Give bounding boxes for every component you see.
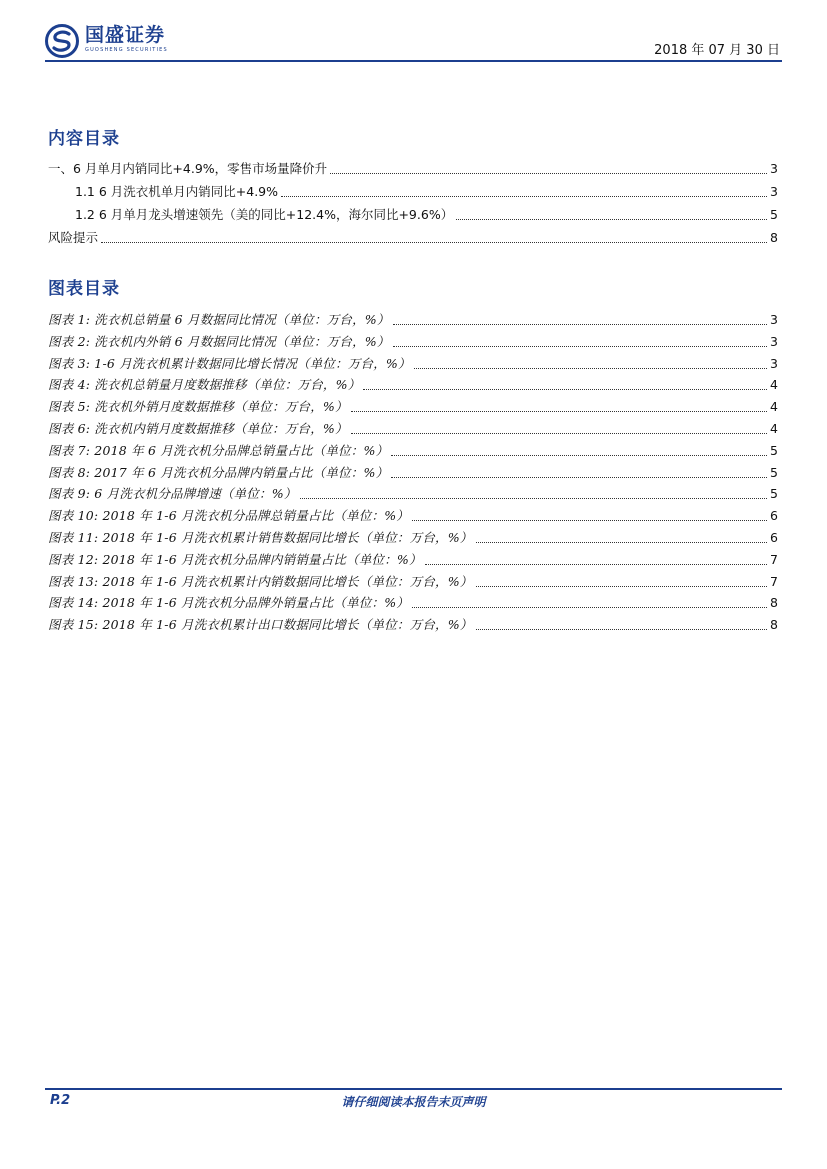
figure-entry[interactable] xyxy=(48,527,778,547)
leader-dots xyxy=(414,367,767,369)
leader-dots xyxy=(391,476,767,478)
toc-entry-text: 1.1 6 月洗衣机单月内销同比+4.9% xyxy=(75,184,279,199)
leader-dots xyxy=(425,563,767,565)
figure-entry-text: 图表 6: 洗衣机内销月度数据推移（单位：万台，%） xyxy=(48,421,348,436)
figure-entry-text: 图表 4: 洗衣机总销量月度数据推移（单位：万台，%） xyxy=(48,377,361,393)
toc-entry-page: 5 xyxy=(770,207,778,222)
leader-dots xyxy=(101,241,767,243)
figure-entry-page: 4 xyxy=(770,399,778,415)
figure-entry-page: 4 xyxy=(770,377,778,393)
figure-entry[interactable] xyxy=(48,331,778,351)
figure-entry[interactable] xyxy=(48,309,778,329)
leader-dots xyxy=(476,628,768,630)
logo-chinese-text: 国盛证券 xyxy=(85,24,166,46)
toc-entry[interactable] xyxy=(48,227,778,247)
figure-entry-text: 图表 3: 1-6 月洗衣机累计数据同比增长情况（单位：万台，%） xyxy=(48,355,411,371)
leader-dots xyxy=(391,454,767,456)
figure-entry-page: 5 xyxy=(770,486,778,502)
guosheng-logo-icon xyxy=(45,24,79,58)
figure-entry[interactable] xyxy=(48,571,778,591)
figure-entry-page: 5 xyxy=(770,442,778,458)
figure-entry-page: 7 xyxy=(770,551,778,567)
figure-entry-page: 3 xyxy=(770,333,778,349)
toc-entry[interactable] xyxy=(75,181,778,201)
figure-entry-text: 图表 1: 洗衣机总销量 6 月数据同比情况（单位：万台，%） xyxy=(48,312,390,327)
leader-dots xyxy=(476,541,768,543)
figure-entry[interactable] xyxy=(48,483,778,503)
footer-divider xyxy=(45,1088,782,1090)
figure-entry-text: 图表 15: 2018 年 1-6 月洗衣机累计出口数据同比增长（单位：万台，%） xyxy=(48,617,473,633)
toc-entry-text: 一、6 月单月内销同比+4.9%，零售市场量降价升 xyxy=(48,161,328,176)
leader-dots xyxy=(476,585,768,587)
figure-entry-text: 图表 14: 2018 年 1-6 月洗衣机分品牌外销量占比（单位：%） xyxy=(48,595,410,611)
figure-entry-page: 6 xyxy=(770,530,778,545)
figure-entry-page: 6 xyxy=(770,508,778,524)
header-divider xyxy=(45,60,782,62)
leader-dots xyxy=(412,519,767,521)
leader-dots xyxy=(412,606,767,608)
toc-entry[interactable] xyxy=(48,158,778,178)
logo-english-text: GUOSHENG SECURITIES xyxy=(85,47,168,53)
figure-entry[interactable] xyxy=(48,353,778,373)
figure-entry[interactable] xyxy=(48,396,778,416)
figure-entry[interactable] xyxy=(48,592,778,612)
figure-entry-text: 图表 13: 2018 年 1-6 月洗衣机累计内销数据同比增长（单位：万台，%） xyxy=(48,573,473,589)
leader-dots xyxy=(393,345,767,347)
figure-entry[interactable] xyxy=(48,614,778,634)
page-number: P.2 xyxy=(50,1093,71,1108)
figure-entry[interactable] xyxy=(48,374,778,394)
figure-entry-text: 图表 8: 2017 年 6 月洗衣机分品牌内销量占比（单位：%） xyxy=(48,464,389,480)
figure-entry-page: 7 xyxy=(770,573,778,589)
figure-entry-page: 8 xyxy=(770,595,778,611)
page-header xyxy=(45,22,782,62)
contents-title: 内容目录 xyxy=(48,129,120,149)
figure-entry-text: 图表 10: 2018 年 1-6 月洗衣机分品牌总销量占比（单位：%） xyxy=(48,508,410,524)
figure-entry-text: 图表 2: 洗衣机内外销 6 月数据同比情况（单位：万台，%） xyxy=(48,333,390,349)
figure-entry[interactable] xyxy=(48,505,778,525)
toc-entry[interactable] xyxy=(75,204,778,224)
figure-entry-page: 5 xyxy=(770,464,778,480)
leader-dots xyxy=(351,432,767,434)
footer-disclaimer: 请仔细阅读本报告末页声明 xyxy=(341,1095,486,1109)
figure-entry-page: 4 xyxy=(770,421,778,436)
figure-entry-text: 图表 7: 2018 年 6 月洗衣机分品牌总销量占比（单位：%） xyxy=(48,442,389,458)
leader-dots xyxy=(393,323,767,325)
figure-entry-text: 图表 9: 6 月洗衣机分品牌增速（单位：%） xyxy=(48,486,297,502)
leader-dots xyxy=(363,388,767,390)
figure-entry[interactable] xyxy=(48,418,778,438)
toc-entry-page: 8 xyxy=(770,230,778,245)
report-date: 2018 年 07 月 30 日 xyxy=(654,43,780,58)
toc-entry-page: 3 xyxy=(770,161,778,176)
leader-dots xyxy=(330,172,767,174)
toc-entry-page: 3 xyxy=(770,184,778,199)
leader-dots xyxy=(351,410,767,412)
toc-entry-text: 1.2 6 月单月龙头增速领先（美的同比+12.4%，海尔同比+9.6%） xyxy=(75,207,454,222)
figure-entry-text: 图表 11: 2018 年 1-6 月洗衣机累计销售数据同比增长（单位：万台，%） xyxy=(48,530,473,545)
figure-entry[interactable] xyxy=(48,549,778,569)
figure-entry[interactable] xyxy=(48,440,778,460)
leader-dots xyxy=(456,218,767,220)
figure-entry-text: 图表 5: 洗衣机外销月度数据推移（单位：万台，%） xyxy=(48,399,348,415)
figure-entry[interactable] xyxy=(48,462,778,482)
leader-dots xyxy=(281,195,767,197)
figures-title: 图表目录 xyxy=(48,279,120,299)
company-logo xyxy=(45,24,168,58)
leader-dots xyxy=(300,497,768,499)
figure-entry-page: 3 xyxy=(770,312,778,327)
figure-entry-page: 8 xyxy=(770,617,778,633)
figure-entry-page: 3 xyxy=(770,355,778,371)
figure-entry-text: 图表 12: 2018 年 1-6 月洗衣机分品牌内销销量占比（单位：%） xyxy=(48,551,422,567)
toc-entry-text: 风险提示 xyxy=(48,230,99,245)
